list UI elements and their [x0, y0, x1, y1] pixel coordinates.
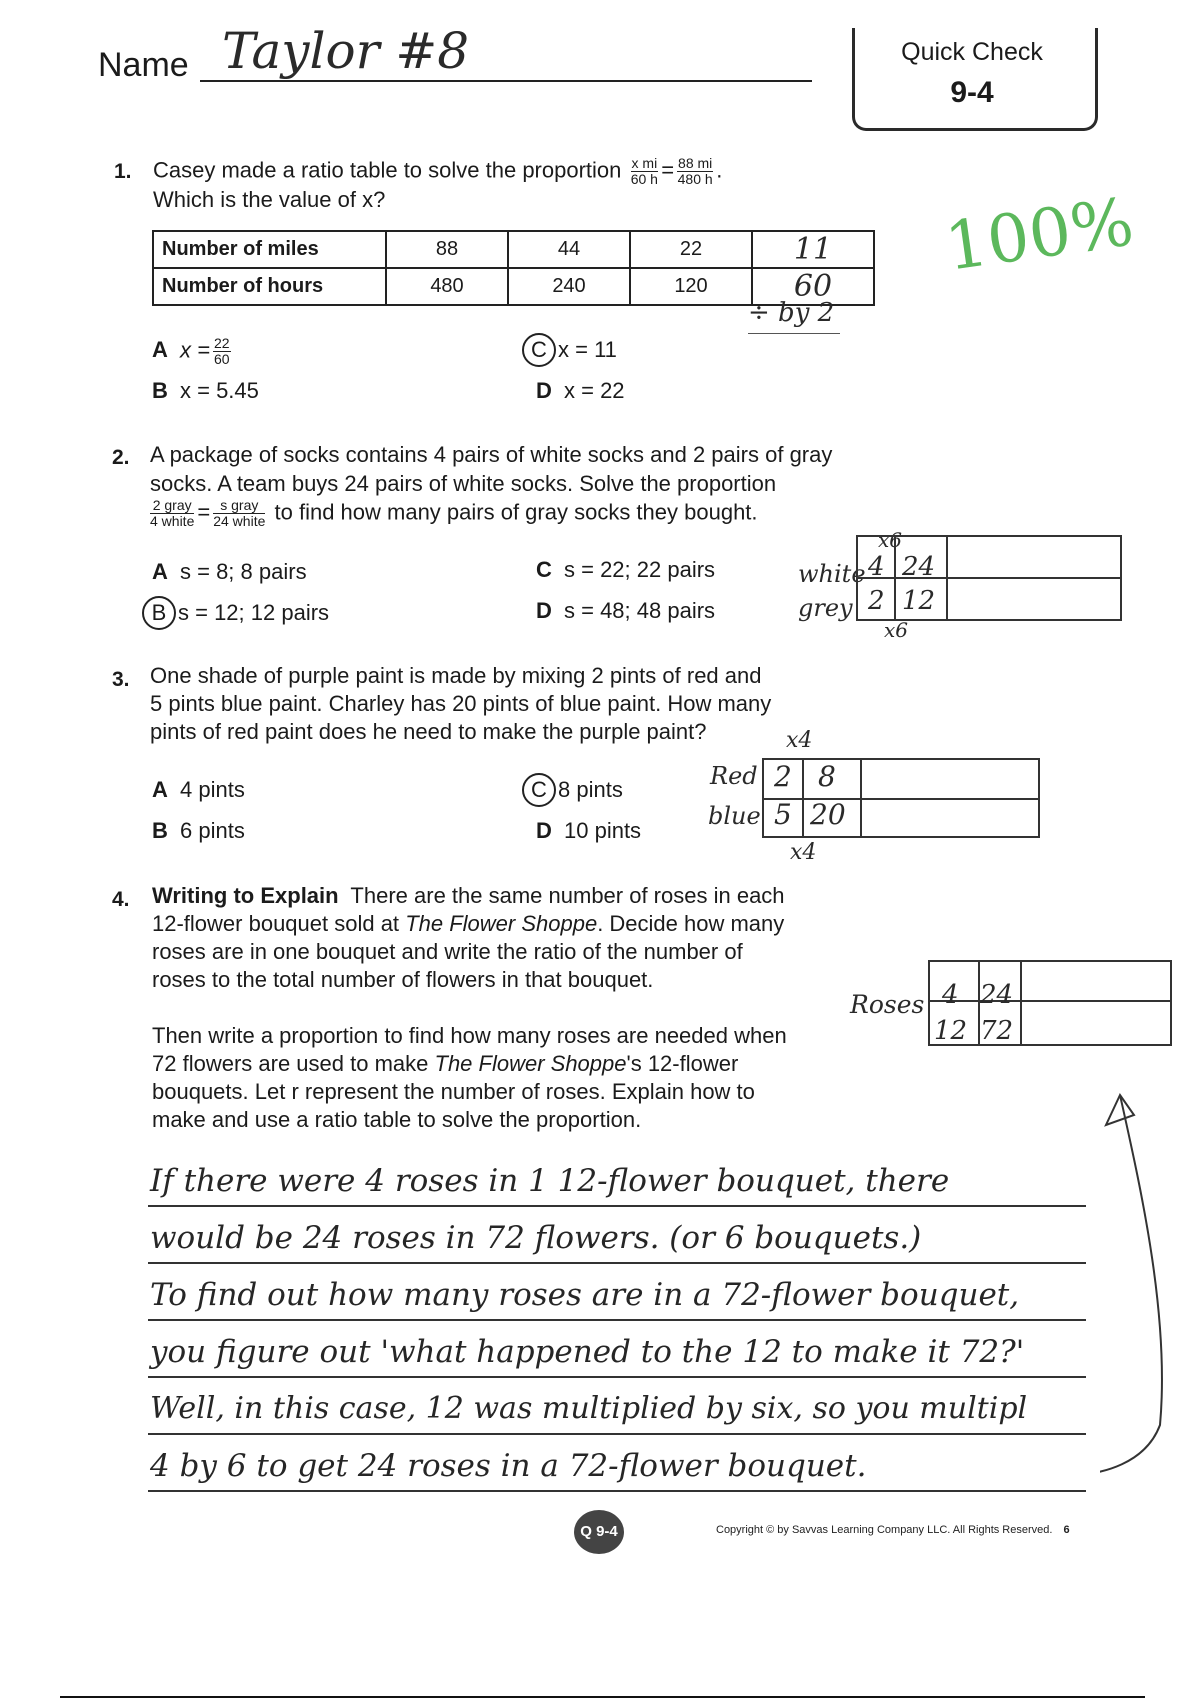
q2-ratio-table: [856, 535, 1122, 621]
table-cell: 44: [508, 231, 630, 268]
q4-cell-b2: 72: [980, 1016, 1014, 1046]
q2-cell-b2: 12: [902, 586, 936, 616]
table-row-divider: [858, 577, 1120, 579]
bottom-rule: [60, 1696, 1145, 1698]
fraction-numerator: 22: [213, 335, 230, 351]
fraction-numerator: 2 gray: [150, 498, 194, 514]
question-2-fraction-2: [213, 498, 265, 529]
quick-check-number: 9-4: [950, 76, 994, 109]
table-cell: 240: [508, 268, 630, 305]
question-2-line-3: $\frac{\text{2 gray}}{\text{4 white}}$ = $\frac{\text{s gray}}{\text{24 white}}$ to find how many pairs of gray socks they bought.: [150, 497, 758, 529]
q3-ratio-table: [762, 758, 1040, 838]
choice-letter: D: [536, 818, 552, 843]
fraction-denominator: 60: [213, 351, 230, 367]
choice-3d[interactable]: [536, 818, 641, 844]
q3-cell-a1: 2: [774, 760, 792, 793]
choice-letter: B: [152, 818, 168, 843]
table-cell: 88: [386, 231, 508, 268]
fraction-denominator: 60 h: [630, 171, 658, 187]
text-span: 12-flower bouquet sold at: [152, 911, 400, 936]
choice-3b[interactable]: [152, 818, 245, 844]
question-1-note: ÷ by 2: [748, 298, 835, 328]
question-1-text: [153, 156, 722, 187]
q4-cell-b1: 12: [934, 1016, 968, 1046]
copyright-text: Copyright © by Savvas Learning Company LLC. All Rights Reserved.: [716, 1524, 1053, 1536]
q2-mult-top: x6: [878, 528, 903, 552]
choice-letter: A: [152, 777, 168, 802]
q4-row-label-roses: Roses: [850, 990, 925, 1019]
equals-sign: =: [661, 157, 675, 183]
q2-row-label-grey: grey: [798, 594, 853, 622]
q3-row-label-blue: blue: [708, 802, 761, 830]
question-1-fraction-1: [631, 156, 659, 187]
answer-rule: [148, 1433, 1086, 1435]
choice-text: 4 pints: [180, 777, 245, 802]
text-span: 72 flowers are used to make: [152, 1051, 429, 1076]
fraction-numerator: s gray: [213, 498, 265, 514]
table-cell: 22: [630, 231, 752, 268]
name-label: Name: [98, 46, 189, 84]
page-badge: Q 9-4: [574, 1510, 624, 1554]
score: 100%: [940, 183, 1139, 286]
choice-text: x = 5.45: [180, 378, 259, 403]
q3-row-label-red: Red: [710, 762, 758, 790]
question-2-text-after: to find how many pairs of gray socks they bought.: [274, 499, 758, 525]
question-4-heading: Writing to Explain: [152, 883, 339, 908]
answer-line-5: Well, in this case, 12 was multiplied by six, so you multipl: [150, 1391, 1028, 1426]
question-4-line-2: [152, 910, 784, 938]
answer-line-4: you figure out 'what happened to the 12 to make it 72?': [150, 1334, 1025, 1370]
table-row-label: Number of hours: [153, 268, 386, 305]
question-3-number: 3.: [112, 668, 130, 691]
q3-cell-b2: 20: [810, 798, 846, 831]
table-col-divider: [894, 537, 896, 619]
fraction-numerator: 88 mi: [678, 155, 713, 171]
table-row-divider: [764, 798, 1038, 800]
choice-letter: A: [152, 337, 168, 363]
answer-rule: [148, 1490, 1086, 1492]
note-underline: [748, 333, 840, 334]
question-3-line-2: 5 pints blue paint. Charley has 20 pints of blue paint. How many: [150, 691, 772, 716]
choice-text: s = 22; 22 pairs: [564, 557, 716, 582]
question-1-number: 1.: [114, 160, 132, 183]
q2-cell-b1: 2: [868, 586, 885, 616]
question-4-line-1: [152, 882, 785, 910]
table-col-divider: [860, 760, 862, 836]
fraction-denominator: 480 h: [677, 171, 713, 187]
q2-cell-a2: 24: [902, 552, 936, 582]
choice-text: 6 pints: [180, 818, 245, 843]
question-4-line-3: roses are in one bouquet and write the ratio of the number of: [152, 939, 743, 964]
choice-text: 10 pints: [564, 818, 642, 843]
choice-text: 8 pints: [558, 777, 623, 802]
question-4-number: 4.: [112, 888, 130, 911]
choice-fraction: [213, 336, 231, 367]
text-span: . Decide how many: [597, 911, 785, 936]
answer-line-2: would be 24 roses in 72 flowers. (or 6 bouquets.): [150, 1220, 922, 1256]
table-cell: 480: [386, 268, 508, 305]
choice-1b[interactable]: [152, 378, 259, 404]
question-2-line-2: socks. A team buys 24 pairs of white socks. Solve the proportion: [150, 471, 777, 496]
question-4-line-4: roses to the total number of flowers in that bouquet.: [152, 967, 654, 992]
q2-cell-a1: 4: [868, 552, 885, 582]
q4-cell-a1: 4: [942, 980, 959, 1010]
q2-mult-bottom: x6: [884, 618, 909, 642]
table-col-divider: [946, 537, 948, 619]
shop-name: The Flower Shoppe: [405, 911, 598, 936]
question-4-para-2-line-4: make and use a ratio table to solve the proportion.: [152, 1107, 642, 1132]
choice-letter: C: [536, 557, 552, 582]
choice-letter: D: [536, 598, 552, 623]
copyright: [716, 1524, 1070, 1536]
answer-rule: [148, 1205, 1086, 1207]
table-row: [153, 231, 874, 268]
choice-prefix: x =: [180, 337, 210, 363]
selected-circle: C: [522, 773, 556, 807]
selected-circle: C: [522, 333, 556, 367]
question-1-fraction-2: [677, 156, 713, 187]
choice-2a[interactable]: [152, 559, 307, 585]
q3-cell-b1: 5: [774, 798, 792, 831]
page-number: 6: [1063, 1524, 1070, 1536]
question-2-line-1: A package of socks contains 4 pairs of white socks and 2 pairs of gray: [150, 442, 833, 467]
q3-cell-a2: 8: [818, 760, 836, 793]
answer-line-1: If there were 4 roses in 1 12-flower bouquet, there: [150, 1163, 950, 1199]
choice-1a[interactable]: [152, 336, 234, 367]
choice-text: s = 12; 12 pairs: [178, 600, 330, 625]
fraction-denominator: 24 white: [213, 513, 266, 529]
q4-cell-a2: 24: [980, 980, 1014, 1010]
choice-3a[interactable]: [152, 777, 245, 803]
period: .: [716, 157, 723, 183]
question-4-para-2-line-1: Then write a proportion to find how many roses are needed when: [152, 1023, 787, 1048]
choice-text: s = 8; 8 pairs: [180, 559, 307, 584]
answer-rule: [148, 1376, 1086, 1378]
choice-letter: B: [152, 378, 168, 403]
question-4-line-1-text: There are the same number of roses in each: [350, 883, 785, 908]
choice-2c[interactable]: [536, 557, 715, 583]
text-span: 's 12-flower: [626, 1051, 739, 1076]
fraction-numerator: x mi: [631, 155, 658, 171]
choice-1c[interactable]: [526, 333, 617, 367]
table-cell: 120: [630, 268, 752, 305]
choice-letter: A: [152, 559, 168, 584]
question-3-line-1: One shade of purple paint is made by mixing 2 pints of red and: [150, 663, 762, 688]
fraction-denominator: 4 white: [150, 513, 195, 529]
table-row-divider: [930, 1000, 1170, 1002]
choice-2d[interactable]: [536, 598, 715, 624]
selected-circle: B: [142, 596, 176, 630]
question-2-number: 2.: [112, 446, 130, 469]
ratio-table: [152, 230, 875, 306]
answer-rule: [148, 1319, 1086, 1321]
choice-2b[interactable]: [146, 596, 329, 630]
answer-line-6: 4 by 6 to get 24 roses in a 72-flower bouquet.: [150, 1448, 867, 1484]
question-2-fraction-1: [150, 498, 194, 529]
question-4-para-2-line-3: bouquets. Let r represent the number of roses. Explain how to: [152, 1079, 755, 1104]
question-1-line-2: Which is the value of x?: [153, 187, 386, 212]
table-col-divider: [1020, 962, 1022, 1044]
table-cell-handwritten: 60: [752, 268, 874, 305]
q3-mult-bottom: x4: [790, 840, 817, 865]
table-cell-handwritten: 11: [752, 231, 874, 268]
question-3-line-3: pints of red paint does he need to make the purple paint?: [150, 719, 707, 744]
choice-letter: D: [536, 378, 552, 403]
choice-text: s = 48; 48 pairs: [564, 598, 716, 623]
question-1-text-before: Casey made a ratio table to solve the proportion: [153, 157, 622, 183]
arrow-icon: [1100, 1065, 1200, 1485]
quick-check-title: Quick Check: [901, 38, 1043, 66]
name-line: [200, 80, 812, 82]
question-4-para-2-line-2: [152, 1050, 738, 1078]
name-value: Taylor #8: [222, 22, 470, 80]
shop-name: The Flower Shoppe: [434, 1051, 627, 1076]
q3-mult-top: x4: [786, 728, 813, 753]
choice-text: x = 11: [558, 337, 617, 362]
choice-text: x = 22: [564, 378, 625, 403]
answer-line-3: To find out how many roses are in a 72-flower bouquet,: [150, 1277, 1020, 1313]
q2-row-label-white: white: [798, 560, 866, 588]
choice-3c[interactable]: [526, 773, 623, 807]
table-row-label: Number of miles: [153, 231, 386, 268]
table-col-divider: [802, 760, 804, 836]
choice-1d[interactable]: [536, 378, 625, 404]
answer-rule: [148, 1262, 1086, 1264]
